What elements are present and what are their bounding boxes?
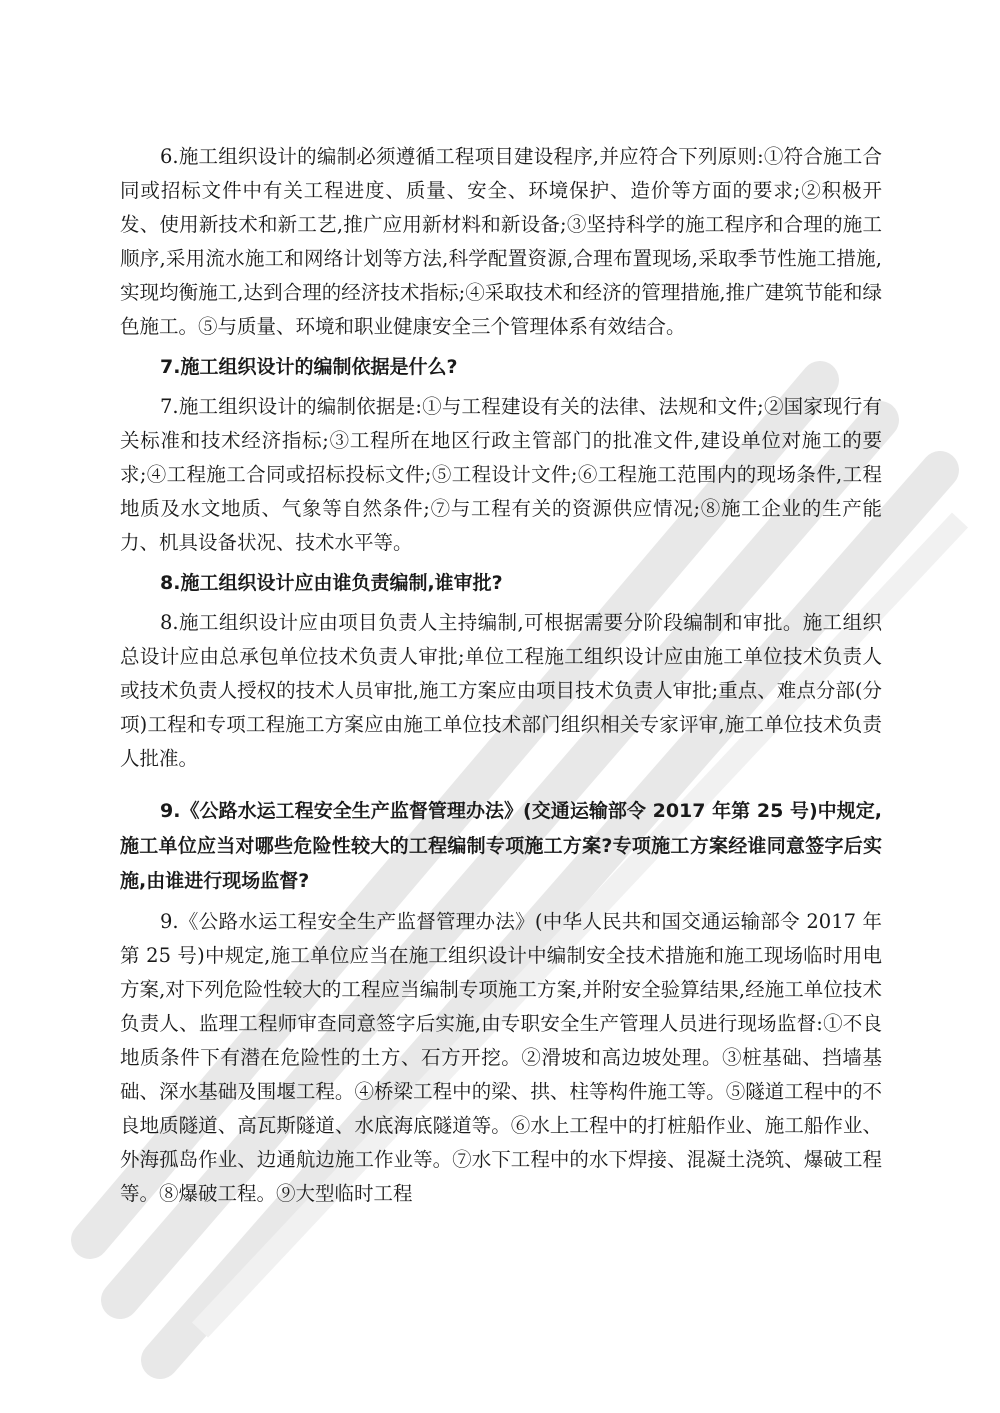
- question-8: 8.施工组织设计应由谁负责编制,谁审批?: [160, 572, 503, 594]
- question-7: 7.施工组织设计的编制依据是什么?: [160, 356, 458, 378]
- question-9: 9.《公路水运工程安全生产监督管理办法》(交通运输部令 2017 年第 25 号)中规定,施工单位应当对哪些危险性较大的工程编制专项施工方案?专项施工方案经谁同意签字后实施,由谁进行现场监督?: [120, 800, 882, 892]
- answer-paragraph-9: 9.《公路水运工程安全生产监督管理办法》(中华人民共和国交通运输部令 2017 年第 25 号)中规定,施工单位应当在施工组织设计中编制安全技术措施和施工现场临时用电方案,对下列危险性较大的工程应当编制专项施工方案,并附安全验算结果,经施工单位技术负责人、监理工程师审查同意签字后实施,由专职安全生产管理人员进行现场监督:①不良地质条件下有潜在危险性的土方、石方开挖。②滑坡和高边坡处理。③桩基础、挡墙基础、深水基础及围堰工程。④桥梁工程中的梁、拱、柱等构件施工等。⑤隧道工程中的不良地质隧道、高瓦斯隧道、水底海底隧道等。⑥水上工程中的打桩船作业、施工船作业、外海孤岛作业、边通航边施工作业等。⑦水下工程中的水下焊接、混凝土浇筑、爆破工程等。⑧爆破工程。⑨大型临时工程: [120, 910, 882, 1205]
- answer-paragraph-8: 8.施工组织设计应由项目负责人主持编制,可根据需要分阶段编制和审批。施工组织总设计应由总承包单位技术负责人审批;单位工程施工组织设计应由施工单位技术负责人或技术负责人授权的技术人员审批,施工方案应由项目技术负责人审批;重点、难点分部(分项)工程和专项工程施工方案应由施工单位技术部门组织相关专家评审,施工单位技术负责人批准。: [120, 611, 882, 770]
- answer-paragraph-7: 7.施工组织设计的编制依据是:①与工程建设有关的法律、法规和文件;②国家现行有关标准和技术经济指标;③工程所在地区行政主管部门的批准文件,建设单位对施工的要求;④工程施工合同或招标投标文件;⑤工程设计文件;⑥工程施工范围内的现场条件,工程地质及水文地质、气象等自然条件;⑦与工程有关的资源供应情况;⑧施工企业的生产能力、机具设备状况、技术水平等。: [120, 395, 882, 554]
- answer-paragraph-6: 6.施工组织设计的编制必须遵循工程项目建设程序,并应符合下列原则:①符合施工合同或招标文件中有关工程进度、质量、安全、环境保护、造价等方面的要求;②积极开发、使用新技术和新工艺,推广应用新材料和新设备;③坚持科学的施工程序和合理的施工顺序,采用流水施工和网络计划等方法,科学配置资源,合理布置现场,采取季节性施工措施,实现均衡施工,达到合理的经济技术指标;④采取技术和经济的管理措施,推广建筑节能和绿色施工。⑤与质量、环境和职业健康安全三个管理体系有效结合。: [120, 145, 882, 338]
- document-page: [120, 140, 882, 1217]
